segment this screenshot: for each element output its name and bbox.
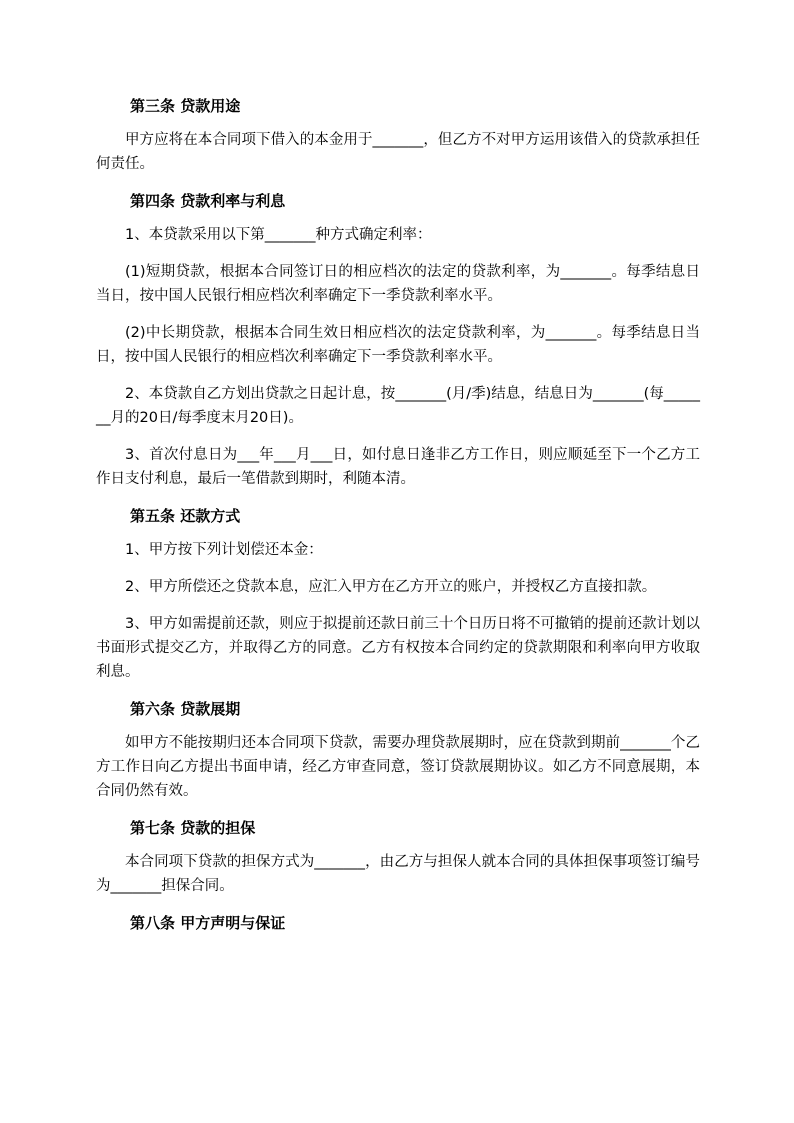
section-4-paragraph-1: 1、本贷款采用以下第_______种方式确定利率： xyxy=(125,227,432,243)
section-6-paragraph-1: 如甲方不能按期归还本合同项下贷款，需要办理贷款展期时，应在贷款到期前_______个乙方工作日向乙方提出书面申请，经乙方审查同意，签订贷款展期协议。如乙方不同意展期，本合同仍然有效。 xyxy=(96,735,700,799)
section-4-paragraph-4: 2、本贷款自乙方划出贷款之日起计息，按_______(月/季)结息，结息日为_______(每_______月的20日/每季度末月20日)。 xyxy=(96,386,700,426)
section-6-heading: 第六条 贷款展期 xyxy=(130,700,241,718)
section-5-heading: 第五条 还款方式 xyxy=(130,507,241,525)
section-4-paragraph-5: 3、首次付息日为___年___月___日，如付息日逢非乙方工作日，则应顺延至下一个乙方工作日支付利息，最后一笔借款到期时，利随本清。 xyxy=(96,447,700,487)
section-4-paragraph-2: (1)短期贷款，根据本合同签订日的相应档次的法定的贷款利率，为_______。每季结息日当日，按中国人民银行相应档次利率确定下一季贷款利率水平。 xyxy=(96,264,700,304)
section-5-paragraph-1: 1、甲方按下列计划偿还本金： xyxy=(125,542,323,558)
section-4-paragraph-3: (2)中长期贷款，根据本合同生效日相应档次的法定贷款利率，为_______。每季结息日当日，按中国人民银行的相应档次利率确定下一季贷款利率水平。 xyxy=(96,325,700,365)
contract-page xyxy=(96,94,700,935)
section-3-heading: 第三条 贷款用途 xyxy=(130,97,241,115)
section-7-paragraph-1: 本合同项下贷款的担保方式为_______，由乙方与担保人就本合同的具体担保事项签订编号为_______担保合同。 xyxy=(96,854,700,894)
section-4-heading: 第四条 贷款利率与利息 xyxy=(130,192,286,210)
section-3-paragraph-1: 甲方应将在本合同项下借入的本金用于_______，但乙方不对甲方运用该借入的贷款承担任何责任。 xyxy=(96,132,700,172)
section-8-heading: 第八条 甲方声明与保证 xyxy=(130,914,286,932)
section-5-paragraph-2: 2、甲方所偿还之贷款本息，应汇入甲方在乙方开立的账户，并授权乙方直接扣款。 xyxy=(125,579,657,595)
section-7-heading: 第七条 贷款的担保 xyxy=(130,819,256,837)
section-5-paragraph-3: 3、甲方如需提前还款，则应于拟提前还款日前三十个日历日将不可撤销的提前还款计划以书面形式提交乙方，并取得乙方的同意。乙方有权按本合同约定的贷款期限和利率向甲方收取利息。 xyxy=(96,616,700,680)
